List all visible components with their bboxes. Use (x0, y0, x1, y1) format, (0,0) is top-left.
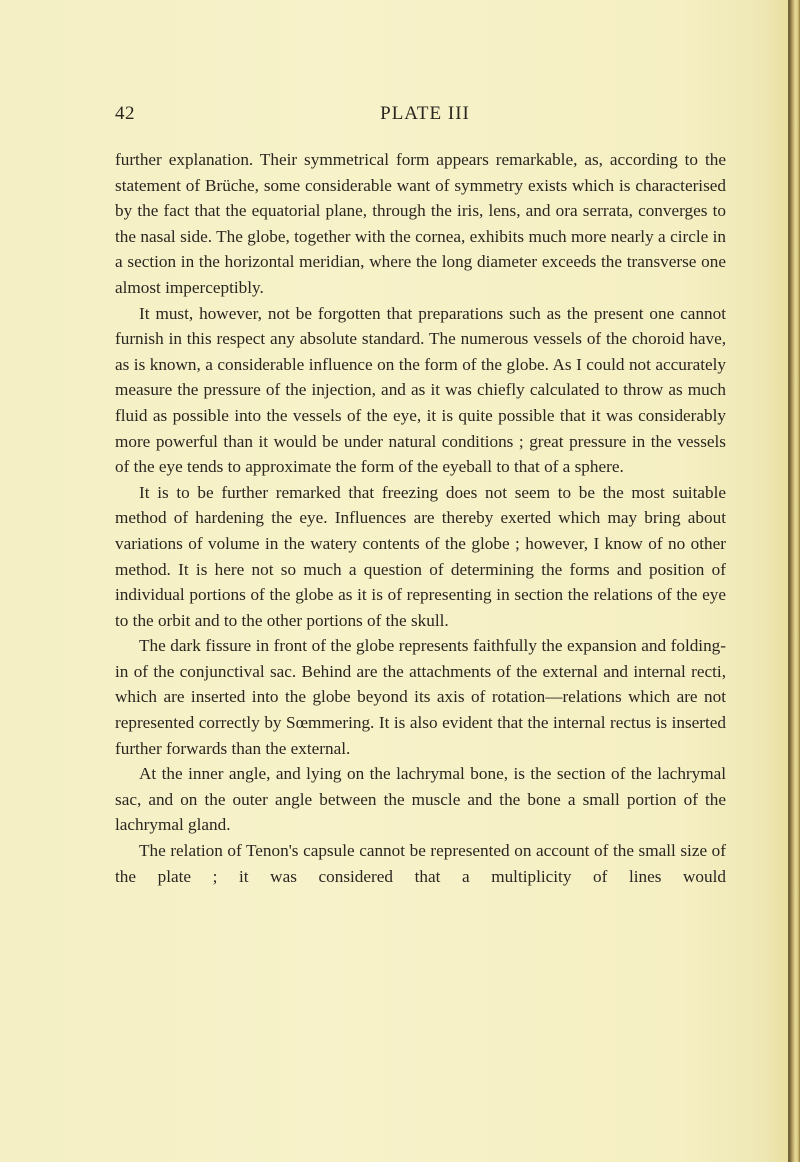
page-number: 42 (115, 103, 135, 124)
body-text (115, 147, 726, 889)
paragraph-symmetry: further explanation. Their symmetrical form appears remarkable, as, according to the statement of Brüche, some considerable want of symmetry exists which is characterised by the fact that the equatorial plane, through the iris, lens, and ora serrata, converges to the nasal side. The globe, together with the cornea, exhibits much more nearly a circle in a section in the horizontal meridian, where the long diameter exceeds the transverse one almost imperceptibly. (115, 150, 726, 297)
paragraph-freezing: It is to be further remarked that freezing does not seem to be the most suitable method of hardening the eye. Influences are thereby exerted which may bring about variations of volume in the watery contents of the globe ; however, I know of no other method. It is here not so much a question of determining the forms and position of individual portions of the globe as it is of representing in section the relations of the eye to the orbit and to the other portions of the skull. (115, 482, 726, 630)
page-header (115, 103, 725, 129)
running-title: PLATE III (380, 103, 470, 124)
paragraph-tenons-capsule: The relation of Tenon's capsule cannot be represented on account of the small size of the plate ; it was considered that a multiplicity of lines would (115, 841, 726, 886)
paragraph-lachrymal: At the inner angle, and lying on the lachrymal bone, is the section of the lachrymal sac, and on the outer angle between the muscle and the bone a small portion of the lachrymal gland. (115, 764, 726, 835)
paragraph-conjunctival-sac: The dark fissure in front of the globe represents faithfully the expansion and folding-in of the conjunctival sac. Behind are the attachments of the external and internal recti, which are inserted into the globe beyond its axis of rotation—relations which are not represented correctly by Sœmmering. It is also evident that the internal rectus is inserted further forwards than the external. (115, 636, 726, 758)
book-binding-edge (790, 0, 800, 1162)
paragraph-preparations: It must, however, not be forgotten that preparations such as the present one cannot furnish in this respect any absolute standard. The numerous vessels of the choroid have, as is known, a considerable influence on the form of the globe. As I could not accurately measure the pressure of the injection, and as it was chiefly calculated to throw as much fluid as possible into the vessels of the eye, it is quite possible that it was considerably more powerful than it would be under natural conditions ; great pressure in the vessels of the eye tends to approximate the form of the eyeball to that of a sphere. (115, 303, 726, 477)
